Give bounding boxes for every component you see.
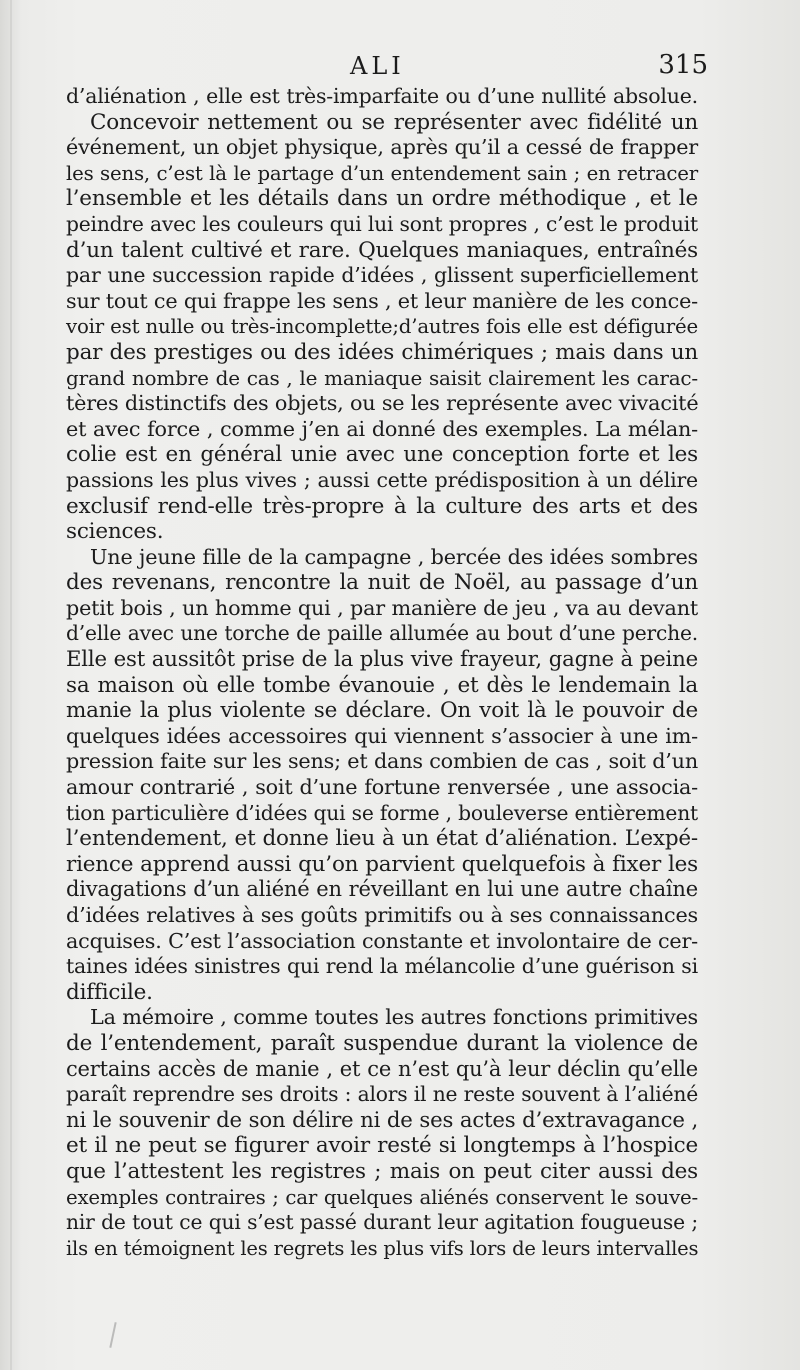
pencil-mark: [109, 1322, 116, 1348]
text-line: d’un talent cultivé et rare. Quelques maniaques, entraînés: [66, 237, 698, 263]
text-line: Concevoir nettement ou se représenter avec fidélité un: [90, 109, 698, 135]
text-line: taines idées sinistres qui rend la mélancolie d’une guérison si: [66, 954, 698, 979]
text-line: l’entendement, et donne lieu à un état d’aliénation. L’expé-: [66, 826, 698, 852]
text-line: manie la plus violente se déclare. On voit là le pouvoir de: [66, 698, 698, 724]
text-line: certains accès de manie , et ce n’est qu’à leur déclin qu’elle: [66, 1056, 698, 1081]
text-line: grand nombre de cas , le maniaque saisit clairement les carac-: [66, 365, 698, 390]
text-line: colie est en général unie avec une conception forte et les: [66, 442, 698, 468]
page-header: [60, 50, 708, 86]
text-line: paraît reprendre ses droits : alors il ne reste souvent à l’aliéné: [66, 1082, 698, 1107]
text-line: d’idées relatives à ses goûts primitifs ou à ses connaissances: [66, 903, 698, 927]
text-line: d’elle avec une torche de paille allumée au bout d’une perche.: [66, 621, 698, 646]
text-line: difficile.: [66, 979, 153, 1005]
text-line: de l’entendement, paraît suspendue durant la violence de: [66, 1030, 698, 1056]
text-line: acquises. C’est l’association constante et involontaire de cer-: [66, 928, 698, 953]
text-line: amour contrarié , soit d’une fortune renversée , une associa-: [66, 775, 698, 800]
text-line: passions les plus vives ; aussi cette prédisposition à un délire: [66, 467, 698, 492]
text-line: exemples contraires ; car quelques aliénés conservent le souve-: [66, 1185, 698, 1209]
text-line: les sens, c’est là le partage d’un entendement sain ; en retracer: [66, 161, 698, 185]
text-line: rience apprend aussi qu’on parvient quelquefois à fixer les: [66, 851, 698, 877]
text-line: et avec force , comme j’en ai donné des exemples. La mélan-: [66, 416, 698, 441]
text-line: que l’attestent les registres ; mais on peut citer aussi des: [66, 1158, 698, 1184]
running-head: ALI: [350, 52, 405, 80]
text-line: l’ensemble et les détails dans un ordre méthodique , et le: [66, 186, 698, 212]
text-line: nir de tout ce qui s’est passé durant leur agitation fougueuse ;: [66, 1210, 698, 1235]
text-line: voir est nulle ou très-incomplette;d’autres fois elle est défigurée: [66, 315, 698, 339]
body-text: [66, 84, 698, 1261]
text-line: Elle est aussitôt prise de la plus vive frayeur, gagne à peine: [66, 647, 698, 673]
text-line: sciences.: [66, 519, 164, 545]
text-line: sur tout ce qui frappe les sens , et leur manière de les conce-: [66, 288, 698, 313]
text-line: La mémoire , comme toutes les autres fonctions primitives: [90, 1005, 698, 1030]
text-line: pression faite sur les sens; et dans combien de cas , soit d’un: [66, 749, 698, 774]
text-line: divagations d’un aliéné en réveillant en lui une autre chaîne: [66, 877, 698, 902]
text-line: d’aliénation , elle est très-imparfaite ou d’une nullité absolue.: [66, 84, 698, 108]
text-line: par des prestiges ou des idées chimériques ; mais dans un: [66, 339, 698, 365]
text-line: et il ne peut se figurer avoir resté si longtemps à l’hospice: [66, 1133, 698, 1159]
text-line: par une succession rapide d’idées , glissent superficiellement: [66, 263, 698, 288]
text-line: tion particulière d’idées qui se forme , bouleverse entièrement: [66, 800, 698, 825]
text-line: tères distinctifs des objets, ou se les représente avec vivacité: [66, 391, 699, 416]
text-line: peindre avec les couleurs qui lui sont propres , c’est le produit: [66, 211, 698, 236]
text-line: événement, un objet physique, après qu’il a cessé de frapper: [66, 135, 698, 160]
text-line: sa maison où elle tombe évanouie , et dès le lendemain la: [66, 672, 698, 698]
text-line: des revenans, rencontre la nuit de Noël, au passage d’un: [66, 570, 698, 596]
text-line: ils en témoignent les regrets les plus vifs lors de leurs intervalles: [66, 1236, 699, 1260]
text-line: petit bois , un homme qui , par manière de jeu , va au devant: [66, 595, 698, 620]
text-line: Une jeune fille de la campagne , bercée des idées sombres: [90, 544, 698, 569]
page-number: 315: [658, 50, 708, 80]
text-line: quelques idées accessoires qui viennent s’associer à une im-: [66, 723, 698, 748]
text-line: exclusif rend-elle très-propre à la culture des arts et des: [66, 493, 698, 519]
text-line: ni le souvenir de son délire ni de ses actes d’extravagance ,: [66, 1107, 698, 1133]
